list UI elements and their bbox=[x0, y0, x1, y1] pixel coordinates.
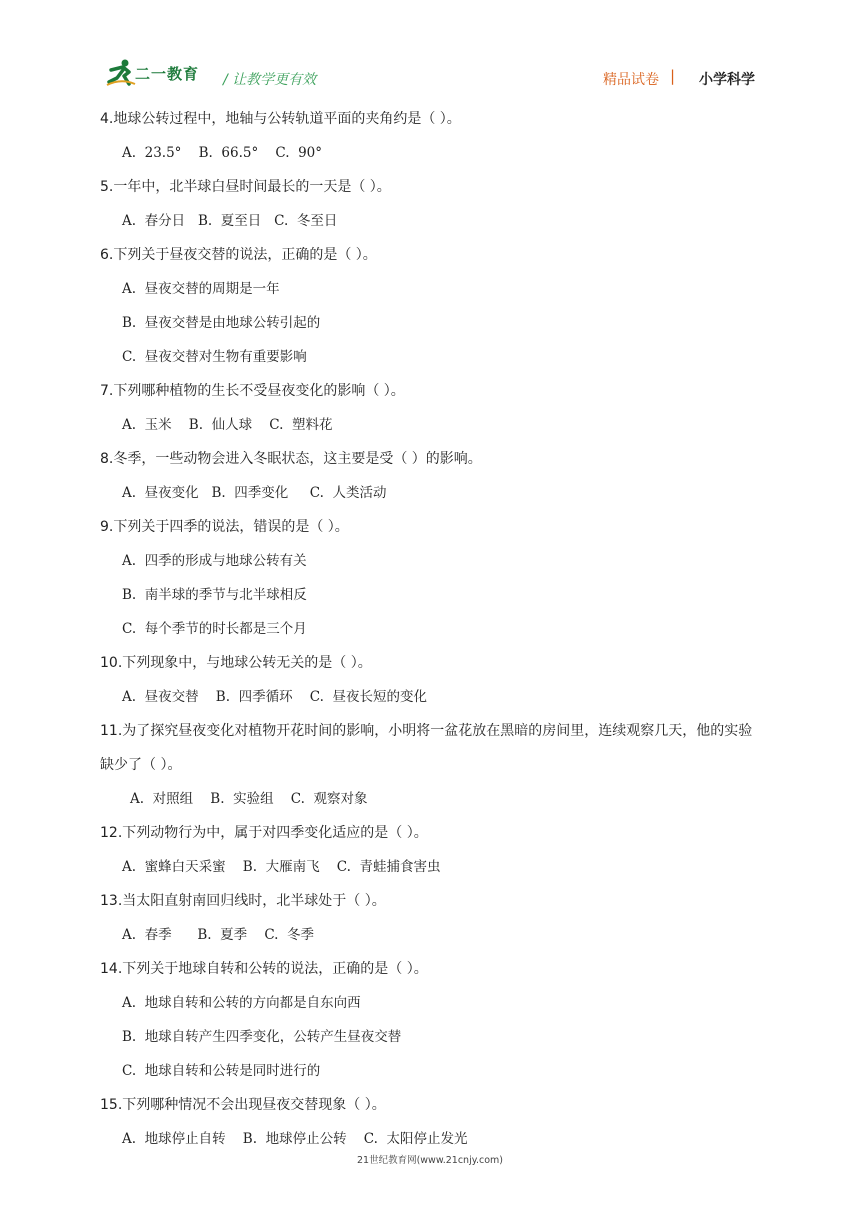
question-text: 下列哪种情况不会出现昼夜交替现象（ ）。 bbox=[122, 1097, 386, 1113]
question-text: 冬季，一些动物会进入冬眠状态，这主要是受（ ）的影响。 bbox=[113, 451, 482, 467]
question-number: 15. bbox=[100, 1097, 123, 1113]
question-stem bbox=[100, 102, 765, 136]
question-number: 5. bbox=[100, 179, 114, 195]
question-number: 14. bbox=[100, 961, 123, 977]
question-stem bbox=[100, 952, 765, 986]
question-text: 地球公转过程中，地轴与公转轨道平面的夹角约是（ ）。 bbox=[113, 111, 461, 127]
answer-options: A. 春季 B. 夏季 C. 冬季 bbox=[122, 927, 315, 943]
question-number: 8. bbox=[100, 451, 114, 467]
brand-name: 二一教育 bbox=[135, 65, 200, 83]
answer-options: B. 地球自转产生四季变化，公转产生昼夜交替 bbox=[122, 1029, 402, 1045]
question-list bbox=[100, 102, 765, 1156]
question-number: 10. bbox=[100, 655, 123, 671]
question-stem bbox=[100, 1088, 765, 1122]
question-number: 11. bbox=[100, 723, 123, 739]
answer-options: C. 每个季节的时长都是三个月 bbox=[122, 621, 307, 637]
question-number: 13. bbox=[100, 893, 123, 909]
answer-options: A. 四季的形成与地球公转有关 bbox=[122, 553, 307, 569]
question-stem bbox=[100, 646, 765, 680]
question-text: 当太阳直射南回归线时，北半球处于（ ）。 bbox=[122, 893, 386, 909]
answer-options: A. 地球停止自转 B. 地球停止公转 C. 太阳停止发光 bbox=[122, 1131, 468, 1147]
answer-options: A. 地球自转和公转的方向都是自东向西 bbox=[122, 995, 361, 1011]
answer-options: C. 地球自转和公转是同时进行的 bbox=[122, 1063, 321, 1079]
page-header bbox=[105, 58, 755, 92]
question-text: 为了探究昼夜变化对植物开花时间的影响，小明将一盆花放在黑暗的房间里，连续观察几天，他的实验缺少了（ ）。 bbox=[100, 723, 753, 773]
question-stem bbox=[100, 884, 765, 918]
question-number: 12. bbox=[100, 825, 123, 841]
page-footer: 21世纪教育网(www.21cnjy.com) bbox=[356, 1155, 503, 1166]
question-number: 9. bbox=[100, 519, 114, 535]
brand-slogan: / 让教学更有效 bbox=[223, 72, 317, 88]
question-stem bbox=[100, 374, 765, 408]
paper-type-label: 精品试卷 bbox=[603, 72, 659, 88]
runner-icon bbox=[105, 58, 137, 88]
answer-options: A. 昼夜交替的周期是一年 bbox=[122, 281, 280, 297]
question-stem bbox=[100, 170, 765, 204]
question-text: 下列动物行为中，属于对四季变化适应的是（ ）。 bbox=[122, 825, 428, 841]
subject-label: 小学科学 bbox=[699, 72, 755, 88]
answer-options: A. 昼夜变化 B. 四季变化 C. 人类活动 bbox=[122, 485, 387, 501]
question-text: 下列现象中，与地球公转无关的是（ ）。 bbox=[122, 655, 372, 671]
answer-options: A. 蜜蜂白天采蜜 B. 大雁南飞 C. 青蛙捕食害虫 bbox=[122, 859, 441, 875]
answer-options: C. 昼夜交替对生物有重要影响 bbox=[122, 349, 307, 365]
question-stem bbox=[100, 714, 765, 782]
question-stem bbox=[100, 238, 765, 272]
brand-logo bbox=[105, 58, 215, 88]
answer-options: A. 昼夜交替 B. 四季循环 C. 昼夜长短的变化 bbox=[122, 689, 427, 705]
question-stem bbox=[100, 442, 765, 476]
question-text: 下列哪种植物的生长不受昼夜变化的影响（ ）。 bbox=[113, 383, 405, 399]
question-number: 6. bbox=[100, 247, 114, 263]
question-number: 4. bbox=[100, 111, 114, 127]
question-text: 下列关于昼夜交替的说法，正确的是（ ）。 bbox=[113, 247, 377, 263]
answer-options: B. 昼夜交替是由地球公转引起的 bbox=[122, 315, 321, 331]
question-text: 一年中，北半球白昼时间最长的一天是（ ）。 bbox=[113, 179, 391, 195]
question-text: 下列关于四季的说法，错误的是（ ）。 bbox=[113, 519, 349, 535]
question-text: 下列关于地球自转和公转的说法，正确的是（ ）。 bbox=[122, 961, 428, 977]
question-number: 7. bbox=[100, 383, 114, 399]
answer-options: A. 春分日 B. 夏至日 C. 冬至日 bbox=[122, 213, 338, 229]
answer-options: B. 南半球的季节与北半球相反 bbox=[122, 587, 307, 603]
answer-options: A. 对照组 B. 实验组 C. 观察对象 bbox=[130, 791, 368, 807]
header-separator: | bbox=[669, 67, 675, 85]
answer-options: A. 23.5° B. 66.5° C. 90° bbox=[122, 145, 323, 161]
question-stem bbox=[100, 510, 765, 544]
question-stem bbox=[100, 816, 765, 850]
answer-options: A. 玉米 B. 仙人球 C. 塑料花 bbox=[122, 417, 333, 433]
